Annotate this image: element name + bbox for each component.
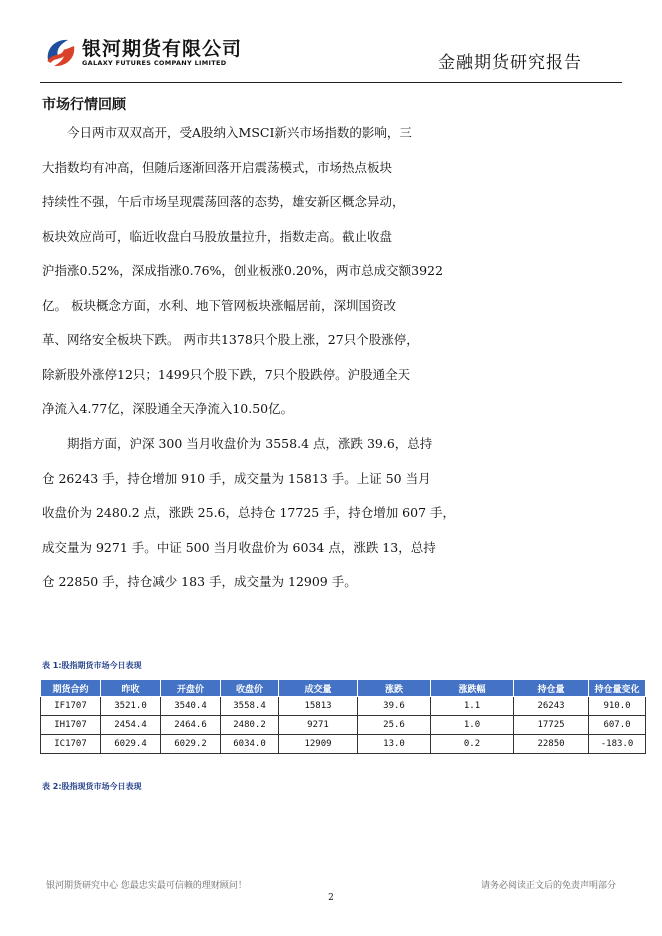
column-header: 持仓量 [514,680,589,697]
column-header: 收盘价 [221,680,279,697]
table-cell: 13.0 [358,735,431,754]
table-cell: 2464.6 [161,716,221,735]
table-cell: 3521.0 [101,697,161,716]
table-row [41,735,646,754]
table-cell: 2480.2 [221,716,279,735]
table-cell: 0.2 [431,735,514,754]
galaxy-logo-icon [44,36,78,70]
text-line: 沪指涨0.52%，深成指涨0.76%，创业板涨0.20%，两市总成交额3922 [42,263,443,278]
text-line: 期指方面，沪深 300 当月收盘价为 3558.4 点，涨跌 39.6，总持 [42,436,433,451]
company-name-en: GALAXY FUTURES COMPANY LIMITED [82,59,227,67]
table-cell: 17725 [514,716,589,735]
text-line: 大指数均有冲高，但随后逐渐回落开启震荡模式，市场热点板块 [42,159,393,175]
page-number: 2 [328,893,334,903]
table-cell: -183.0 [589,735,646,754]
paragraph-futures [42,427,456,600]
company-logo [44,36,242,70]
column-header: 开盘价 [161,680,221,697]
footer-disclaimer: 请务必阅读正文后的免责声明部分 [480,881,616,891]
text-line: 除新股外涨停12只；1499只个股下跌，7只个股跌停。沪股通全天 [42,366,411,382]
table-cell: 15813 [279,697,358,716]
column-header: 涨跌 [358,680,431,697]
table-cell: IH1707 [41,716,101,735]
table-cell: 1.1 [431,697,514,716]
table-cell: 6029.4 [101,735,161,754]
company-name-cn: 银河期货有限公司 [82,38,243,60]
text-line: 持续性不强，午后市场呈现震荡回落的态势，雄安新区概念异动， [42,194,405,209]
table-cell: 9271 [279,716,358,735]
table-cell: IC1707 [41,735,101,754]
table-cell: IF1707 [41,697,101,716]
text-line: 净流入4.77亿，深股通全天净流入10.50亿。 [42,401,294,416]
table-cell: 6034.0 [221,735,279,754]
paragraph-market-review [42,116,443,427]
table-cell: 1.0 [431,716,514,735]
column-header: 持仓量变化 [589,680,646,697]
text-line: 板块效应尚可，临近收盘白马股放量拉升，指数走高。截止收盘 [42,228,393,244]
column-header: 昨收 [101,680,161,697]
text-line: 仓 22850 手，持仓减少 183 手，成交量为 12909 手。 [42,574,357,589]
table-row [41,697,646,716]
table-cell: 26243 [514,697,589,716]
table-cell: 25.6 [358,716,431,735]
text-line: 亿。 板块概念方面，水利、地下管网板块涨幅居前，深圳国资改 [42,297,396,313]
table-cell: 6029.2 [161,735,221,754]
column-header: 期货合约 [41,680,101,697]
footer-left: 银河期货研究中心 您最忠实最可信赖的理财顾问！ [46,881,247,891]
header-divider [40,82,622,83]
table-row [41,716,646,735]
column-header: 涨跌幅 [431,680,514,697]
table1-caption: 表 1:股指期货市场今日表现 [42,661,142,670]
text-line: 革、网络安全板块下跌。 两市共1378只个股上涨，27只个股涨停， [42,332,419,347]
table-cell: 3558.4 [221,697,279,716]
table-cell: 910.0 [589,697,646,716]
table-cell: 12909 [279,735,358,754]
text-line: 今日两市双双高开，受A股纳入MSCI新兴市场指数的影响，三 [42,125,412,140]
text-line: 仓 26243 手，持仓增加 910 手，成交量为 15813 手。上证 50 当月 [42,470,431,486]
table-cell: 607.0 [589,716,646,735]
table2-caption: 表 2:股指现货市场今日表现 [42,782,142,791]
report-type: 金融期货研究报告 [438,53,582,73]
futures-table [40,679,646,754]
table-cell: 2454.4 [101,716,161,735]
table-cell: 3540.4 [161,697,221,716]
section-title: 市场行情回顾 [42,97,126,113]
text-line: 收盘价为 2480.2 点，涨跌 25.6，总持仓 17725 手，持仓增加 607 手， [42,505,456,520]
column-header: 成交量 [279,680,358,697]
text-line: 成交量为 9271 手。中证 500 当月收盘价为 6034 点，涨跌 13，总持 [42,539,436,555]
table-cell: 39.6 [358,697,431,716]
table-cell: 22850 [514,735,589,754]
